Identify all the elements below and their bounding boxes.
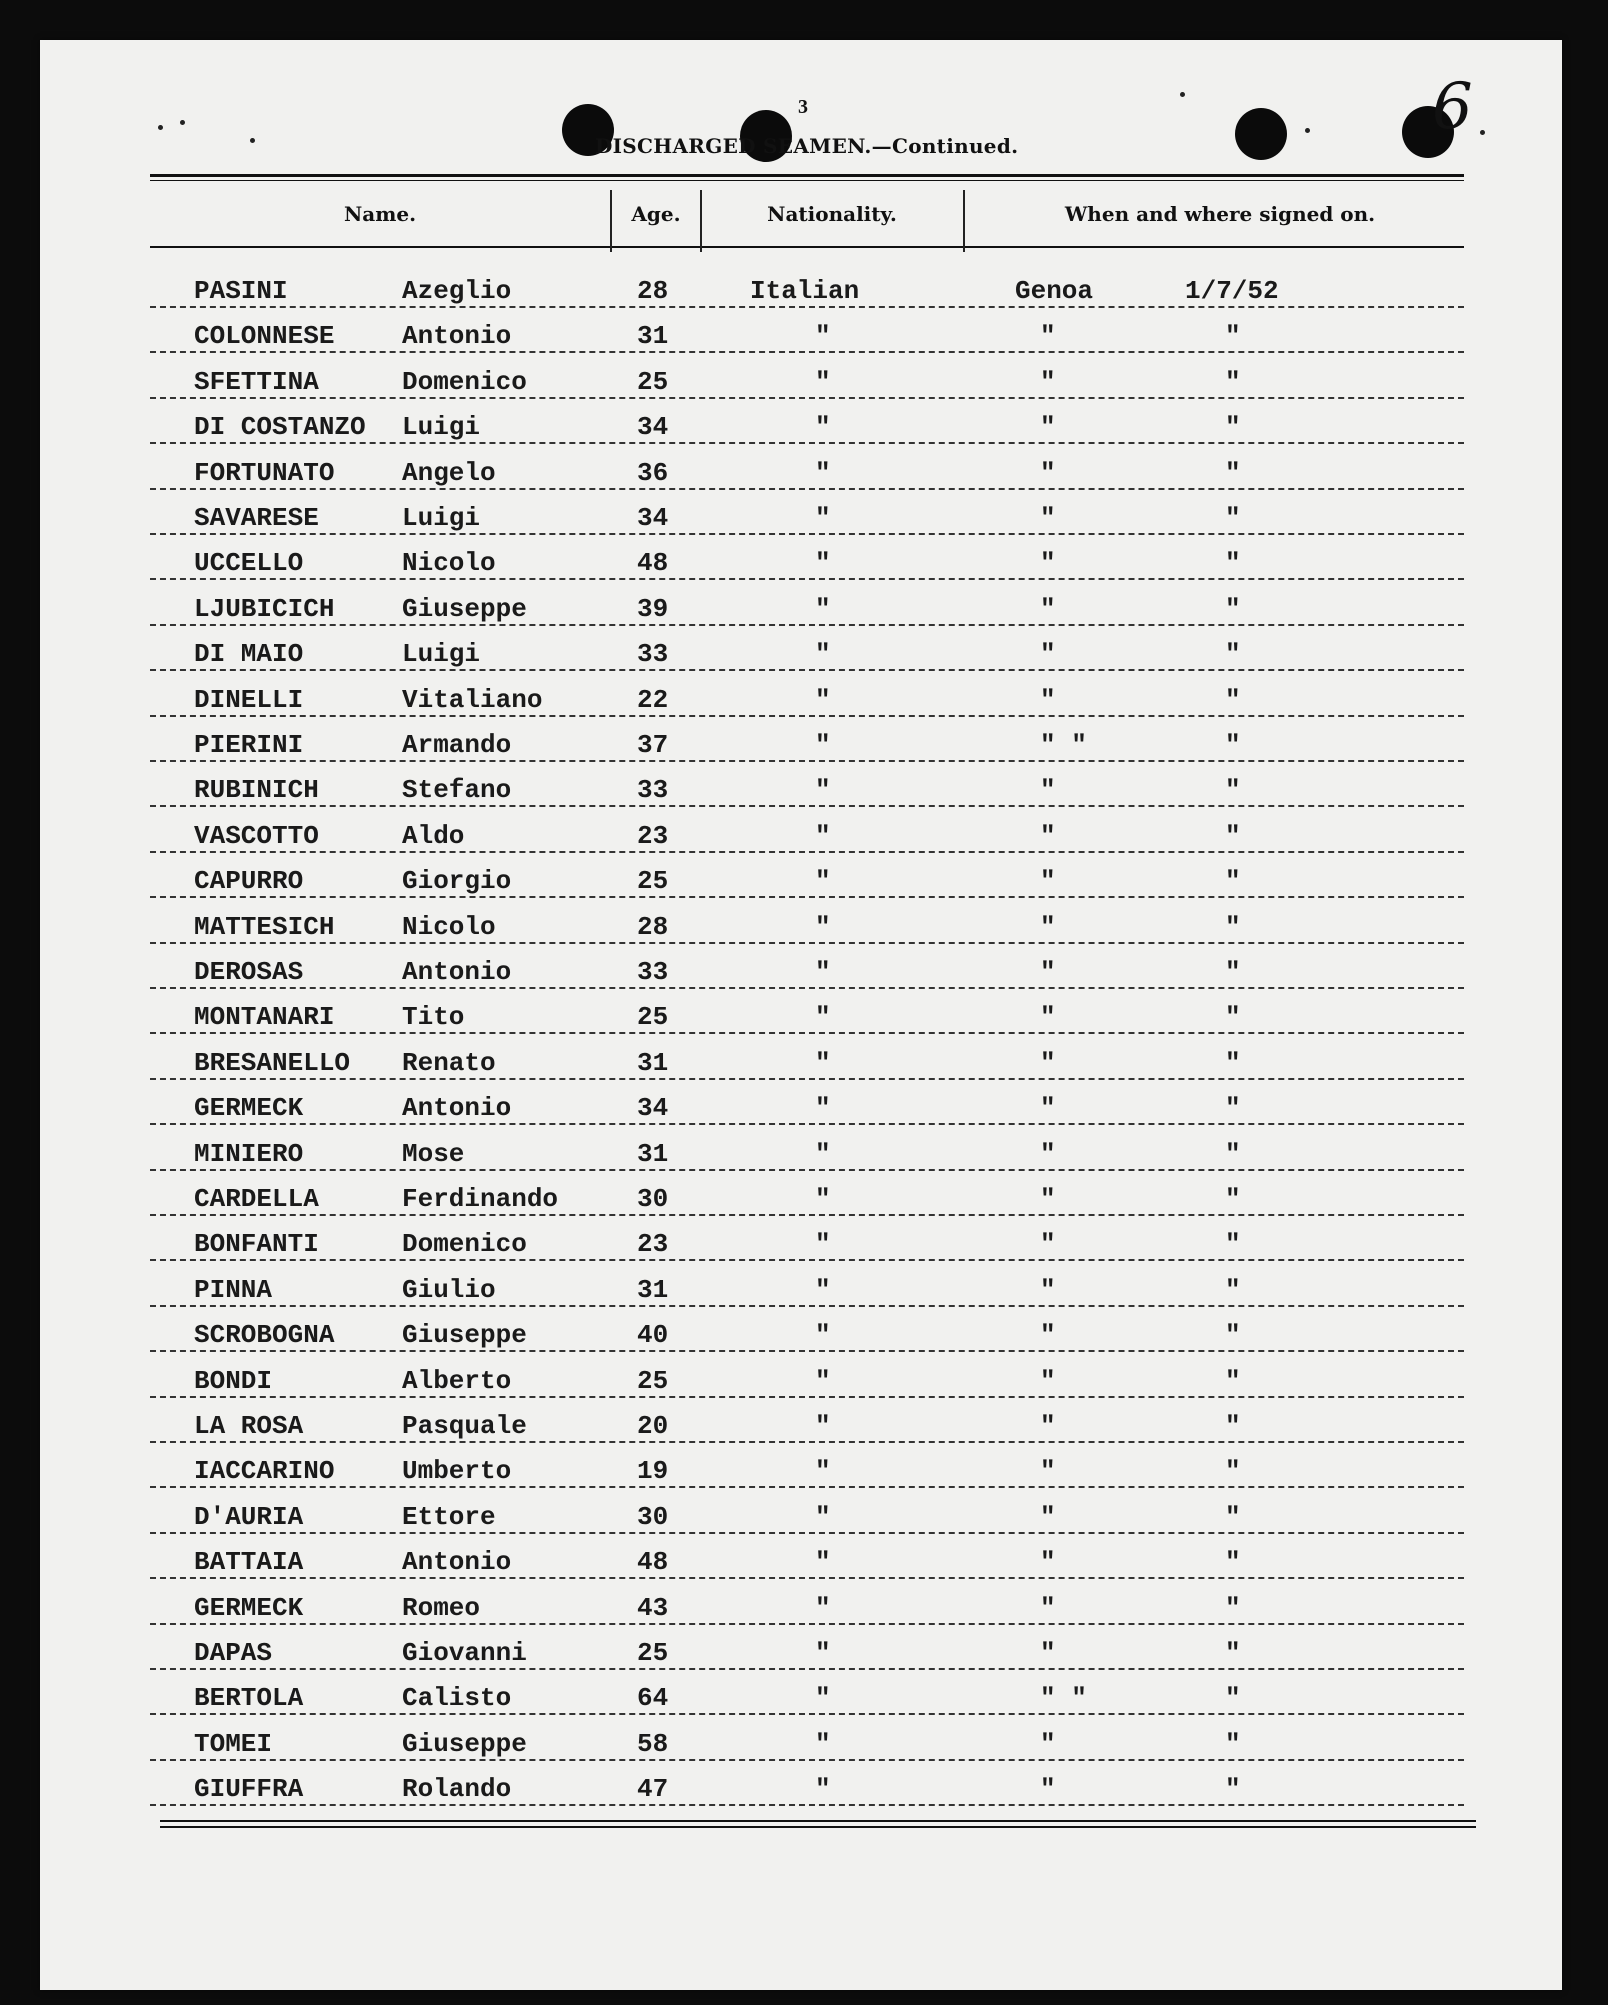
column-header-rule bbox=[150, 246, 1464, 248]
table-row bbox=[150, 807, 1464, 853]
seaman-nationality: " bbox=[815, 730, 831, 760]
seaman-nationality: " bbox=[815, 1229, 831, 1260]
seaman-surname: CARDELLA bbox=[194, 1184, 319, 1214]
seaman-nationality: " bbox=[815, 457, 831, 488]
seaman-surname: UCCELLO bbox=[194, 548, 304, 579]
seaman-age: 31 bbox=[637, 1138, 669, 1169]
seaman-nationality: " bbox=[815, 1501, 831, 1532]
signed-on-date: " bbox=[1225, 639, 1241, 670]
seaman-surname: LJUBICICH bbox=[194, 593, 335, 624]
seaman-given-name: Domenico bbox=[402, 366, 527, 397]
table-row bbox=[150, 625, 1464, 671]
seaman-given-name: Angelo bbox=[402, 457, 496, 488]
seaman-age: 40 bbox=[637, 1320, 669, 1351]
table-row bbox=[150, 444, 1464, 490]
seaman-surname: MONTANARI bbox=[194, 1002, 335, 1033]
header-rule bbox=[150, 174, 1464, 177]
seaman-given-name: Antonio bbox=[402, 1547, 512, 1578]
signed-on-date: " bbox=[1225, 457, 1241, 488]
column-header-nationality: Nationality. bbox=[767, 202, 897, 226]
signed-on-place: Genoa bbox=[1015, 276, 1094, 306]
seaman-nationality: " bbox=[815, 820, 831, 851]
seaman-surname: GIUFFRA bbox=[194, 1774, 304, 1805]
seaman-age: 36 bbox=[637, 457, 669, 488]
seaman-surname: DAPAS bbox=[194, 1638, 273, 1668]
seaman-nationality: " bbox=[815, 1002, 831, 1033]
seaman-age: 58 bbox=[637, 1728, 669, 1759]
table-row bbox=[150, 1442, 1464, 1488]
seaman-surname: RUBINICH bbox=[194, 775, 319, 806]
seaman-surname: DI MAIO bbox=[194, 639, 304, 670]
signed-on-date: " bbox=[1225, 820, 1241, 851]
seaman-given-name: Azeglio bbox=[402, 276, 512, 306]
signed-on-place: " bbox=[1040, 1093, 1056, 1124]
table-row bbox=[150, 671, 1464, 717]
signed-on-date: " bbox=[1225, 866, 1241, 897]
signed-on-place: " bbox=[1040, 1320, 1056, 1351]
signed-on-place: " bbox=[1040, 775, 1056, 806]
table-row bbox=[150, 398, 1464, 444]
seaman-surname: PIERINI bbox=[194, 730, 304, 760]
seaman-surname: DEROSAS bbox=[194, 957, 304, 987]
signed-on-place: " bbox=[1040, 1456, 1056, 1487]
seaman-given-name: Tito bbox=[402, 1002, 465, 1033]
table-row bbox=[150, 761, 1464, 807]
signed-on-place: " bbox=[1040, 1047, 1056, 1078]
seaman-surname: MINIERO bbox=[194, 1138, 304, 1169]
signed-on-date: " bbox=[1225, 1002, 1241, 1033]
seaman-age: 22 bbox=[637, 684, 669, 715]
table-row bbox=[150, 1579, 1464, 1625]
seaman-age: 23 bbox=[637, 820, 669, 851]
seaman-nationality: Italian bbox=[750, 276, 860, 306]
signed-on-place: " bbox=[1040, 639, 1056, 670]
seaman-nationality: " bbox=[815, 1592, 831, 1623]
table-row bbox=[150, 1125, 1464, 1171]
seaman-given-name: Giuseppe bbox=[402, 593, 527, 624]
table-row bbox=[150, 716, 1464, 762]
seaman-given-name: Giuseppe bbox=[402, 1728, 527, 1759]
seaman-given-name: Giulio bbox=[402, 1274, 496, 1305]
bottom-rule bbox=[160, 1820, 1476, 1822]
seaman-surname: BONFANTI bbox=[194, 1229, 319, 1260]
seaman-surname: MATTESICH bbox=[194, 911, 335, 942]
table-row bbox=[150, 307, 1464, 353]
seaman-surname: BONDI bbox=[194, 1365, 273, 1396]
signed-on-date: " bbox=[1225, 1184, 1241, 1214]
table-row bbox=[150, 1306, 1464, 1352]
seaman-surname: COLONNESE bbox=[194, 321, 335, 352]
signed-on-date: " bbox=[1225, 1683, 1241, 1714]
seaman-nationality: " bbox=[815, 911, 831, 942]
signed-on-place: " bbox=[1040, 1592, 1056, 1623]
seaman-age: 25 bbox=[637, 366, 669, 397]
speck bbox=[180, 120, 185, 125]
signed-on-date: " bbox=[1225, 911, 1241, 942]
seaman-given-name: Umberto bbox=[402, 1456, 512, 1487]
seaman-surname: LA ROSA bbox=[194, 1411, 304, 1441]
seaman-age: 31 bbox=[637, 1274, 669, 1305]
signed-on-date: " bbox=[1225, 1138, 1241, 1169]
seaman-given-name: Stefano bbox=[402, 775, 512, 806]
seaman-surname: SAVARESE bbox=[194, 503, 319, 533]
seaman-surname: IACCARINO bbox=[194, 1456, 335, 1487]
seaman-surname: CAPURRO bbox=[194, 866, 304, 897]
signed-on-date: " bbox=[1225, 1229, 1241, 1260]
seaman-nationality: " bbox=[815, 639, 831, 670]
speck bbox=[250, 138, 255, 143]
table-row bbox=[150, 988, 1464, 1034]
seaman-surname: BRESANELLO bbox=[194, 1047, 351, 1078]
speck bbox=[1480, 130, 1485, 135]
seaman-given-name: Luigi bbox=[402, 412, 481, 443]
speck bbox=[1180, 92, 1185, 97]
seaman-surname: VASCOTTO bbox=[194, 820, 319, 851]
table-row bbox=[150, 1533, 1464, 1579]
seaman-nationality: " bbox=[815, 866, 831, 897]
signed-on-date: " bbox=[1225, 1274, 1241, 1305]
table-row bbox=[150, 262, 1464, 308]
signed-on-place: " bbox=[1040, 1184, 1056, 1214]
signed-on-place: " bbox=[1040, 1002, 1056, 1033]
seaman-given-name: Renato bbox=[402, 1047, 496, 1078]
seaman-age: 33 bbox=[637, 775, 669, 806]
signed-on-place: " bbox=[1040, 593, 1056, 624]
signed-on-place: " bbox=[1040, 548, 1056, 579]
seaman-surname: GERMECK bbox=[194, 1592, 304, 1623]
signed-on-place: " bbox=[1040, 1138, 1056, 1169]
table-row bbox=[150, 1170, 1464, 1216]
signed-on-place: " bbox=[1040, 1274, 1056, 1305]
signed-on-date: " bbox=[1225, 1592, 1241, 1623]
table-row bbox=[150, 353, 1464, 399]
table-row bbox=[150, 1715, 1464, 1761]
signed-on-place: " bbox=[1040, 866, 1056, 897]
seaman-given-name: Alberto bbox=[402, 1365, 512, 1396]
seaman-age: 20 bbox=[637, 1411, 669, 1441]
table-row bbox=[150, 1261, 1464, 1307]
seaman-age: 25 bbox=[637, 1365, 669, 1396]
seaman-surname: FORTUNATO bbox=[194, 457, 335, 488]
seaman-nationality: " bbox=[815, 1093, 831, 1124]
seaman-nationality: " bbox=[815, 321, 831, 352]
table-row bbox=[150, 943, 1464, 989]
seaman-given-name: Antonio bbox=[402, 1093, 512, 1124]
table-row bbox=[150, 1215, 1464, 1261]
table-row bbox=[150, 1669, 1464, 1715]
seaman-age: 31 bbox=[637, 1047, 669, 1078]
signed-on-place: " bbox=[1040, 366, 1056, 397]
column-header-age: Age. bbox=[631, 202, 681, 226]
seaman-age: 39 bbox=[637, 593, 669, 624]
seaman-given-name: Romeo bbox=[402, 1592, 481, 1623]
seaman-nationality: " bbox=[815, 1138, 831, 1169]
signed-on-date: " bbox=[1225, 730, 1241, 760]
seaman-given-name: Antonio bbox=[402, 957, 512, 987]
seaman-nationality: " bbox=[815, 1547, 831, 1578]
seaman-surname: BERTOLA bbox=[194, 1683, 304, 1714]
signed-on-date: " bbox=[1225, 366, 1241, 397]
seaman-nationality: " bbox=[815, 1365, 831, 1396]
signed-on-place: " bbox=[1040, 503, 1056, 533]
signed-on-date: " bbox=[1225, 548, 1241, 579]
signed-on-place: " bbox=[1040, 820, 1056, 851]
table-row bbox=[150, 852, 1464, 898]
seaman-surname: DI COSTANZO bbox=[194, 412, 366, 443]
seaman-surname: PINNA bbox=[194, 1274, 273, 1305]
seaman-age: 19 bbox=[637, 1456, 669, 1487]
seaman-nationality: " bbox=[815, 1456, 831, 1487]
signed-on-date: " bbox=[1225, 775, 1241, 806]
seaman-given-name: Luigi bbox=[402, 503, 481, 533]
seaman-age: 34 bbox=[637, 503, 669, 533]
seaman-nationality: " bbox=[815, 775, 831, 806]
seaman-surname: TOMEI bbox=[194, 1728, 273, 1759]
punch-hole bbox=[1235, 108, 1287, 160]
signed-on-date: " bbox=[1225, 1774, 1241, 1805]
seaman-given-name: Rolando bbox=[402, 1774, 512, 1805]
signed-on-date: " bbox=[1225, 1411, 1241, 1441]
seaman-age: 33 bbox=[637, 957, 669, 987]
table-row bbox=[150, 580, 1464, 626]
seaman-surname: SCROBOGNA bbox=[194, 1320, 335, 1351]
seaman-age: 34 bbox=[637, 1093, 669, 1124]
seaman-age: 48 bbox=[637, 1547, 669, 1578]
signed-on-date: " bbox=[1225, 1547, 1241, 1578]
signed-on-date: " bbox=[1225, 684, 1241, 715]
table-row bbox=[150, 1397, 1464, 1443]
seaman-nationality: " bbox=[815, 548, 831, 579]
seaman-given-name: Giuseppe bbox=[402, 1320, 527, 1351]
seaman-nationality: " bbox=[815, 412, 831, 443]
table-row bbox=[150, 489, 1464, 535]
signed-on-date: " bbox=[1225, 1093, 1241, 1124]
signed-on-date: " bbox=[1225, 1456, 1241, 1487]
signed-on-place: " bbox=[1040, 1365, 1056, 1396]
seaman-age: 25 bbox=[637, 866, 669, 897]
seaman-surname: PASINI bbox=[194, 276, 288, 306]
bottom-rule bbox=[160, 1826, 1476, 1828]
seaman-age: 37 bbox=[637, 730, 669, 760]
seaman-given-name: Giorgio bbox=[402, 866, 512, 897]
seaman-nationality: " bbox=[815, 1184, 831, 1214]
seaman-age: 64 bbox=[637, 1683, 669, 1714]
table-row bbox=[150, 1352, 1464, 1398]
table-row bbox=[150, 1079, 1464, 1125]
signed-on-place: " bbox=[1040, 684, 1056, 715]
signed-on-place: " bbox=[1040, 1229, 1056, 1260]
seaman-nationality: " bbox=[815, 957, 831, 987]
signed-on-date: " bbox=[1225, 1501, 1241, 1532]
seaman-nationality: " bbox=[815, 1638, 831, 1668]
seaman-age: 30 bbox=[637, 1501, 669, 1532]
signed-on-place: " bbox=[1040, 1501, 1056, 1532]
seaman-given-name: Ferdinando bbox=[402, 1184, 559, 1214]
speck bbox=[1305, 128, 1310, 133]
signed-on-place: " " bbox=[1040, 730, 1087, 760]
seaman-nationality: " bbox=[815, 1728, 831, 1759]
seaman-age: 25 bbox=[637, 1638, 669, 1668]
table-row bbox=[150, 1624, 1464, 1670]
seaman-age: 28 bbox=[637, 911, 669, 942]
page-number: 3 bbox=[798, 96, 808, 118]
signed-on-date: " bbox=[1225, 593, 1241, 624]
seaman-given-name: Calisto bbox=[402, 1683, 512, 1714]
seaman-age: 25 bbox=[637, 1002, 669, 1033]
seaman-nationality: " bbox=[815, 366, 831, 397]
signed-on-date: 1/7/52 bbox=[1185, 276, 1279, 306]
seaman-age: 47 bbox=[637, 1774, 669, 1805]
signed-on-date: " bbox=[1225, 1320, 1241, 1351]
seaman-given-name: Pasquale bbox=[402, 1411, 527, 1441]
seaman-nationality: " bbox=[815, 593, 831, 624]
signed-on-place: " bbox=[1040, 1728, 1056, 1759]
seaman-given-name: Luigi bbox=[402, 639, 481, 670]
seaman-given-name: Aldo bbox=[402, 820, 465, 851]
signed-on-date: " bbox=[1225, 1638, 1241, 1668]
column-divider bbox=[963, 190, 965, 252]
seaman-given-name: Armando bbox=[402, 730, 512, 760]
seaman-age: 43 bbox=[637, 1592, 669, 1623]
speck bbox=[158, 125, 163, 130]
seaman-nationality: " bbox=[815, 1047, 831, 1078]
signed-on-place: " bbox=[1040, 457, 1056, 488]
seaman-nationality: " bbox=[815, 1274, 831, 1305]
handwritten-page-number: 6 bbox=[1432, 70, 1473, 144]
signed-on-date: " bbox=[1225, 503, 1241, 533]
seaman-age: 30 bbox=[637, 1184, 669, 1214]
seaman-given-name: Antonio bbox=[402, 321, 512, 352]
seaman-nationality: " bbox=[815, 684, 831, 715]
signed-on-date: " bbox=[1225, 957, 1241, 987]
seaman-age: 23 bbox=[637, 1229, 669, 1260]
seaman-given-name: Vitaliano bbox=[402, 684, 543, 715]
seaman-surname: BATTAIA bbox=[194, 1547, 304, 1578]
seaman-given-name: Domenico bbox=[402, 1229, 527, 1260]
seaman-surname: DINELLI bbox=[194, 684, 304, 715]
seaman-surname: GERMECK bbox=[194, 1093, 304, 1124]
signed-on-date: " bbox=[1225, 1728, 1241, 1759]
seaman-given-name: Giovanni bbox=[402, 1638, 527, 1668]
table-row bbox=[150, 1760, 1464, 1806]
seaman-given-name: Nicolo bbox=[402, 911, 496, 942]
column-header-name: Name. bbox=[343, 202, 417, 226]
seaman-nationality: " bbox=[815, 1774, 831, 1805]
table-row bbox=[150, 898, 1464, 944]
page-heading: DISCHARGED SEAMEN.—Continued. bbox=[595, 134, 1019, 158]
seaman-age: 33 bbox=[637, 639, 669, 670]
seaman-age: 28 bbox=[637, 276, 669, 306]
seaman-nationality: " bbox=[815, 1411, 831, 1441]
signed-on-place: " bbox=[1040, 412, 1056, 443]
signed-on-place: " bbox=[1040, 1638, 1056, 1668]
seaman-given-name: Nicolo bbox=[402, 548, 496, 579]
seaman-nationality: " bbox=[815, 1683, 831, 1714]
seaman-given-name: Ettore bbox=[402, 1501, 496, 1532]
seaman-nationality: " bbox=[815, 503, 831, 533]
signed-on-date: " bbox=[1225, 321, 1241, 352]
seaman-surname: D'AURIA bbox=[194, 1501, 304, 1532]
signed-on-place: " bbox=[1040, 911, 1056, 942]
signed-on-place: " bbox=[1040, 321, 1056, 352]
seaman-age: 31 bbox=[637, 321, 669, 352]
seaman-nationality: " bbox=[815, 1320, 831, 1351]
column-header-signed-on: When and where signed on. bbox=[1064, 202, 1376, 226]
table-row bbox=[150, 1034, 1464, 1080]
signed-on-place: " bbox=[1040, 957, 1056, 987]
signed-on-place: " bbox=[1040, 1774, 1056, 1805]
seaman-age: 34 bbox=[637, 412, 669, 443]
table-row bbox=[150, 534, 1464, 580]
seaman-age: 48 bbox=[637, 548, 669, 579]
seaman-given-name: Mose bbox=[402, 1138, 465, 1169]
signed-on-place: " bbox=[1040, 1547, 1056, 1578]
header-rule bbox=[150, 180, 1464, 181]
signed-on-date: " bbox=[1225, 1047, 1241, 1078]
seaman-surname: SFETTINA bbox=[194, 366, 319, 397]
signed-on-place: " bbox=[1040, 1411, 1056, 1441]
signed-on-date: " bbox=[1225, 412, 1241, 443]
signed-on-date: " bbox=[1225, 1365, 1241, 1396]
signed-on-place: " " bbox=[1040, 1683, 1087, 1714]
table-row bbox=[150, 1488, 1464, 1534]
